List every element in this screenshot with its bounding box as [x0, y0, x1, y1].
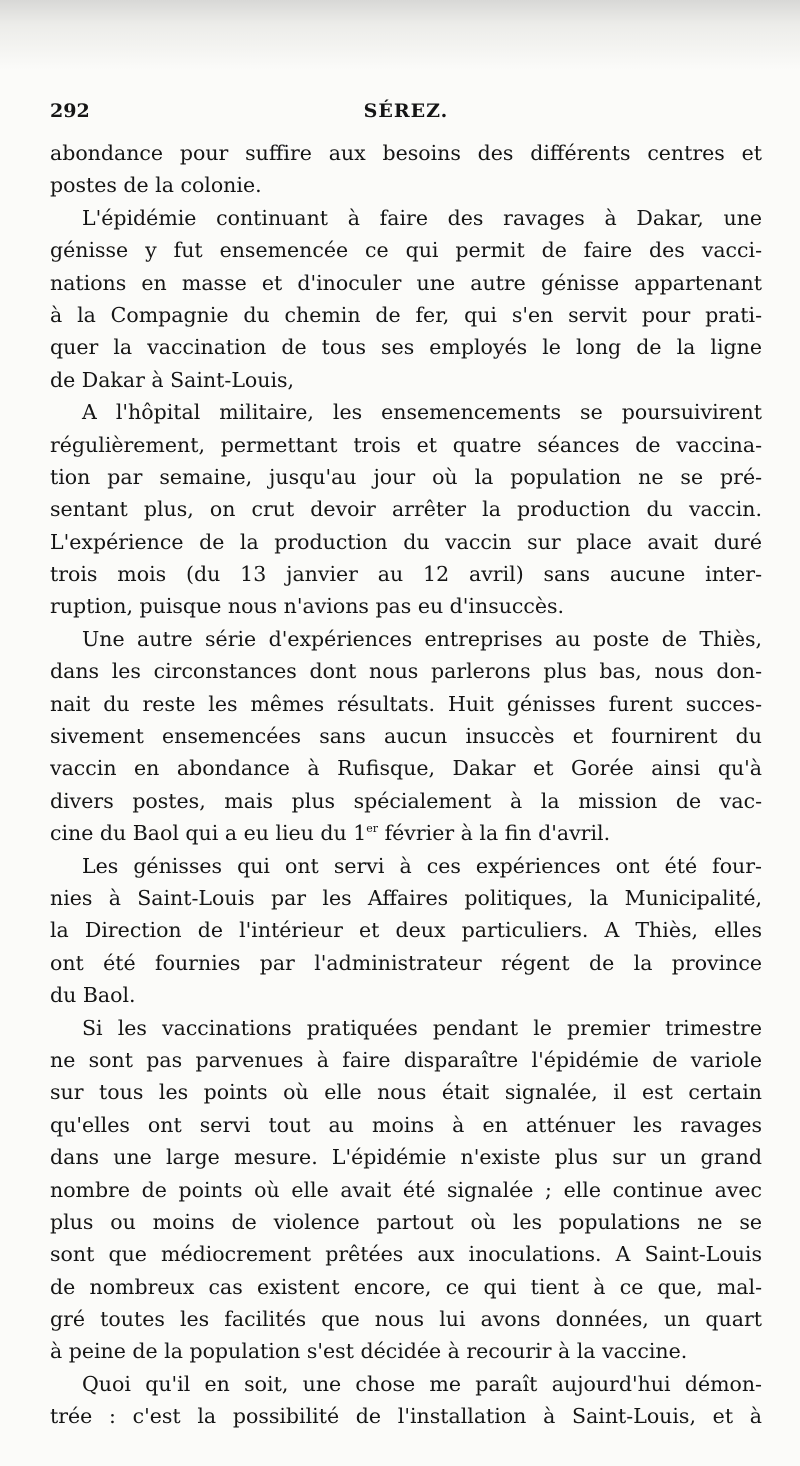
line-text: quer la vaccination de tous ses employés le long de la ligne	[50, 335, 762, 360]
text-line	[50, 590, 762, 622]
scan-shadow	[0, 0, 800, 70]
line-text: ont été fournies par l'administrateur régent de la province	[50, 950, 762, 975]
line-text: sentant plus, on crut devoir arrêter la production du vaccin.	[50, 497, 762, 522]
text-line	[50, 785, 762, 817]
line-text: dans les circonstances dont nous parlerons plus bas, nous don-	[50, 659, 762, 684]
line-text: Quoi qu'il en soit, une chose me paraît aujourd'hui démon-	[82, 1371, 762, 1396]
line-text: trée : c'est la possibilité de l'installation à Saint-Louis, et à	[50, 1404, 762, 1429]
text-line	[50, 1400, 762, 1432]
text-line	[50, 1076, 762, 1108]
line-text: L'expérience de la production du vaccin sur place avait duré	[50, 529, 762, 554]
text-line	[50, 1141, 762, 1173]
line-text: ne sont pas parvenues à faire disparaître l'épidémie de variole	[50, 1047, 762, 1072]
line-text: sivement ensemencées sans aucun insuccès et fournirent du	[50, 724, 762, 749]
body-text	[50, 137, 762, 1433]
text-line	[50, 914, 762, 946]
line-text: sont que médiocrement prêtées aux inoculations. A Saint-Louis	[50, 1242, 762, 1267]
text-line	[50, 623, 762, 655]
line-text: Une autre série d'expériences entreprises au poste de Thiès,	[82, 626, 762, 651]
text-line	[50, 1044, 762, 1076]
line-text: qu'elles ont servi tout au moins à en atténuer les ravages	[50, 1112, 762, 1137]
line-text: sur tous les points où elle nous était signalée, il est certain	[50, 1080, 762, 1105]
text-line	[50, 267, 762, 299]
line-text: divers postes, mais plus spécialement à la mission de vac-	[50, 788, 762, 813]
text-line	[50, 493, 762, 525]
text-line	[50, 526, 762, 558]
line-text: de nombreux cas existent encore, ce qui tient à ce que, mal-	[50, 1274, 762, 1299]
text-line	[50, 1303, 762, 1335]
text-line	[50, 1335, 762, 1367]
line-text: nombre de points où elle avait été signalée ; elle continue avec	[50, 1177, 762, 1202]
line-text: la Direction de l'intérieur et deux particuliers. A Thiès, elles	[50, 918, 762, 943]
text-line	[50, 688, 762, 720]
line-text: gré toutes les facilités que nous lui avons données, un quart	[50, 1307, 762, 1332]
line-text: dans une large mesure. L'épidémie n'existe plus sur un grand	[50, 1145, 762, 1170]
line-text: régulièrement, permettant trois et quatre séances de vaccina-	[50, 432, 762, 457]
line-text: à peine de la population s'est décidée à recourir à la vaccine.	[50, 1339, 688, 1364]
text-line	[50, 752, 762, 784]
running-head	[50, 100, 762, 130]
text-line	[50, 850, 762, 882]
text-line	[50, 817, 762, 849]
text-line	[50, 979, 762, 1011]
text-line	[50, 1368, 762, 1400]
text-line	[50, 1238, 762, 1270]
line-text-tail: février à la fin d'avril.	[378, 821, 611, 846]
line-text: du Baol.	[50, 983, 136, 1008]
text-line	[50, 1174, 762, 1206]
text-line	[50, 202, 762, 234]
text-line	[50, 169, 762, 201]
text-line	[50, 429, 762, 461]
line-text: génisse y fut ensemencée ce qui permit de faire des vacci-	[50, 238, 762, 263]
text-line	[50, 1012, 762, 1044]
line-text: à la Compagnie du chemin de fer, qui s'en servit pour prati-	[50, 302, 762, 327]
line-text: nies à Saint-Louis par les Affaires politiques, la Municipalité,	[50, 885, 762, 910]
text-line	[50, 882, 762, 914]
text-line	[50, 655, 762, 687]
text-line	[50, 331, 762, 363]
text-line	[50, 558, 762, 590]
text-line	[50, 1271, 762, 1303]
line-text: trois mois (du 13 janvier au 12 avril) sans aucune inter-	[50, 562, 762, 587]
text-line	[50, 947, 762, 979]
text-line	[50, 299, 762, 331]
running-title: SÉREZ.	[363, 100, 449, 122]
line-text: de Dakar à Saint-Louis,	[50, 367, 295, 392]
text-line	[50, 461, 762, 493]
page-number: 292	[50, 100, 90, 122]
line-text: Si les vaccinations pratiquées pendant le premier trimestre	[82, 1015, 762, 1040]
line-text: vaccin en abondance à Rufisque, Dakar et Gorée ainsi qu'à	[50, 756, 762, 781]
line-text: abondance pour suffire aux besoins des différents centres et	[50, 141, 762, 165]
line-text: ruption, puisque nous n'avions pas eu d'insuccès.	[50, 594, 565, 619]
text-line	[50, 396, 762, 428]
text-line	[50, 1109, 762, 1141]
text-line	[50, 1206, 762, 1238]
text-line	[50, 234, 762, 266]
line-text: plus ou moins de violence partout où les populations ne se	[50, 1209, 762, 1234]
line-text: Les génisses qui ont servi à ces expériences ont été four-	[82, 853, 762, 878]
text-line	[50, 364, 762, 396]
line-text: L'épidémie continuant à faire des ravages à Dakar, une	[82, 205, 762, 230]
line-text: nations en masse et d'inoculer une autre génisse appartenant	[50, 270, 762, 295]
text-line	[50, 720, 762, 752]
line-text: nait du reste les mêmes résultats. Huit génisses furent succes-	[50, 691, 762, 716]
text-line	[50, 137, 762, 169]
line-text: postes de la colonie.	[50, 173, 262, 198]
line-text: tion par semaine, jusqu'au jour où la population ne se pré-	[50, 464, 762, 489]
line-text: cine du Baol qui a eu lieu du 1	[50, 821, 367, 846]
superscript: er	[366, 822, 379, 836]
line-text: A l'hôpital militaire, les ensemencements se poursuivirent	[82, 400, 762, 425]
